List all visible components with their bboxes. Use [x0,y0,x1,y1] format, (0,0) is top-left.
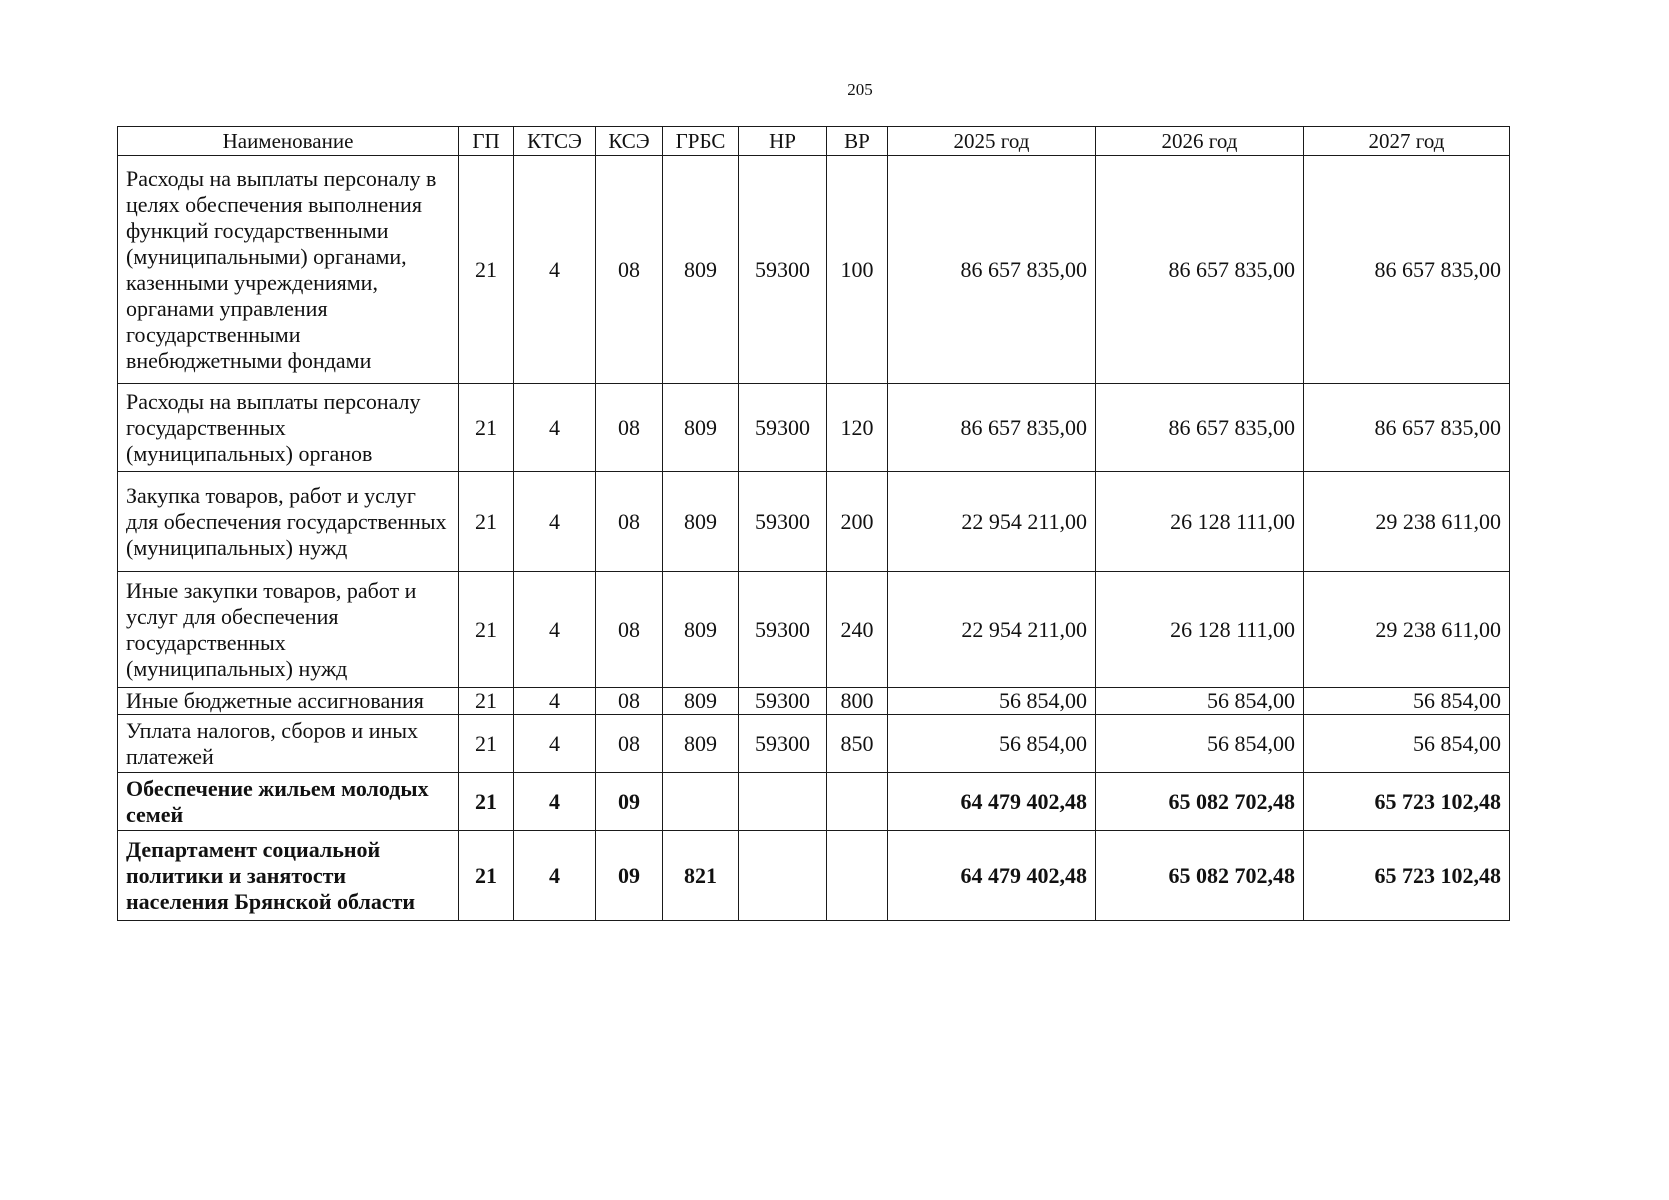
row-nr: 59300 [739,472,827,572]
row-amount-2026: 65 082 702,48 [1096,831,1304,921]
row-amount-2026: 56 854,00 [1096,715,1304,773]
row-name: Иные бюджетные ассигнования [118,688,459,715]
row-nr: 59300 [739,156,827,384]
row-gp: 21 [459,572,514,688]
row-name: Уплата налогов, сборов и иных платежей [118,715,459,773]
row-gp: 21 [459,715,514,773]
row-ktse: 4 [514,773,596,831]
row-kse: 08 [596,715,663,773]
page-number: 205 [847,80,873,99]
row-ktse: 4 [514,156,596,384]
row-vr: 800 [827,688,888,715]
row-vr: 240 [827,572,888,688]
row-grbs: 809 [663,688,739,715]
header-vr: ВР [827,127,888,156]
row-gp: 21 [459,773,514,831]
row-amount-2026: 65 082 702,48 [1096,773,1304,831]
row-grbs [663,773,739,831]
row-nr [739,773,827,831]
row-amount-2026: 26 128 111,00 [1096,472,1304,572]
row-amount-2025: 86 657 835,00 [888,384,1096,472]
header-gp: ГП [459,127,514,156]
row-ktse: 4 [514,688,596,715]
row-name: Обеспечение жильем молодых семей [118,773,459,831]
row-vr [827,831,888,921]
row-nr: 59300 [739,715,827,773]
row-amount-2025: 56 854,00 [888,688,1096,715]
table-row [118,156,1510,384]
header-2027: 2027 год [1304,127,1510,156]
row-amount-2025: 64 479 402,48 [888,773,1096,831]
row-ktse: 4 [514,715,596,773]
row-name: Расходы на выплаты персоналу в целях обеспечения выполнения функций государственными (муниципальными) органами, казенными учреждениями, органами управления государственными внебюджетными фондами [118,156,459,384]
row-nr [739,831,827,921]
table-header-row [118,127,1510,156]
header-2025: 2025 год [888,127,1096,156]
row-amount-2027: 56 854,00 [1304,715,1510,773]
row-name: Департамент социальной политики и занятости населения Брянской области [118,831,459,921]
row-ktse: 4 [514,472,596,572]
row-kse: 08 [596,572,663,688]
row-amount-2027: 86 657 835,00 [1304,156,1510,384]
table-row [118,773,1510,831]
row-name: Закупка товаров, работ и услуг для обеспечения государственных (муниципальных) нужд [118,472,459,572]
row-gp: 21 [459,688,514,715]
table-row [118,572,1510,688]
table-row [118,384,1510,472]
row-amount-2025: 56 854,00 [888,715,1096,773]
row-nr: 59300 [739,384,827,472]
row-grbs: 821 [663,831,739,921]
table-row [118,688,1510,715]
row-name: Расходы на выплаты персоналу государственных (муниципальных) органов [118,384,459,472]
row-vr: 100 [827,156,888,384]
row-kse: 08 [596,156,663,384]
row-kse: 09 [596,773,663,831]
row-ktse: 4 [514,831,596,921]
row-ktse: 4 [514,384,596,472]
row-amount-2026: 86 657 835,00 [1096,384,1304,472]
header-kse: КСЭ [596,127,663,156]
row-amount-2026: 26 128 111,00 [1096,572,1304,688]
table-row [118,831,1510,921]
row-kse: 08 [596,688,663,715]
row-name: Иные закупки товаров, работ и услуг для обеспечения государственных (муниципальных) нужд [118,572,459,688]
budget-table [117,126,1510,921]
row-vr: 120 [827,384,888,472]
row-kse: 08 [596,472,663,572]
header-nr: НР [739,127,827,156]
row-gp: 21 [459,831,514,921]
header-ktse: КТСЭ [514,127,596,156]
row-grbs: 809 [663,472,739,572]
row-vr: 200 [827,472,888,572]
row-ktse: 4 [514,572,596,688]
row-grbs: 809 [663,715,739,773]
row-vr: 850 [827,715,888,773]
row-amount-2027: 65 723 102,48 [1304,773,1510,831]
row-amount-2027: 65 723 102,48 [1304,831,1510,921]
row-amount-2025: 86 657 835,00 [888,156,1096,384]
row-amount-2027: 29 238 611,00 [1304,572,1510,688]
header-name: Наименование [118,127,459,156]
row-amount-2026: 56 854,00 [1096,688,1304,715]
table-body [118,156,1510,921]
row-amount-2026: 86 657 835,00 [1096,156,1304,384]
row-vr [827,773,888,831]
row-grbs: 809 [663,572,739,688]
header-grbs: ГРБС [663,127,739,156]
row-gp: 21 [459,156,514,384]
table-row [118,472,1510,572]
row-amount-2025: 22 954 211,00 [888,572,1096,688]
row-grbs: 809 [663,156,739,384]
row-amount-2027: 86 657 835,00 [1304,384,1510,472]
row-kse: 08 [596,384,663,472]
row-kse: 09 [596,831,663,921]
row-nr: 59300 [739,688,827,715]
header-2026: 2026 год [1096,127,1304,156]
row-amount-2027: 56 854,00 [1304,688,1510,715]
row-grbs: 809 [663,384,739,472]
row-gp: 21 [459,384,514,472]
row-amount-2025: 22 954 211,00 [888,472,1096,572]
table-row [118,715,1510,773]
row-amount-2027: 29 238 611,00 [1304,472,1510,572]
row-amount-2025: 64 479 402,48 [888,831,1096,921]
row-nr: 59300 [739,572,827,688]
row-gp: 21 [459,472,514,572]
